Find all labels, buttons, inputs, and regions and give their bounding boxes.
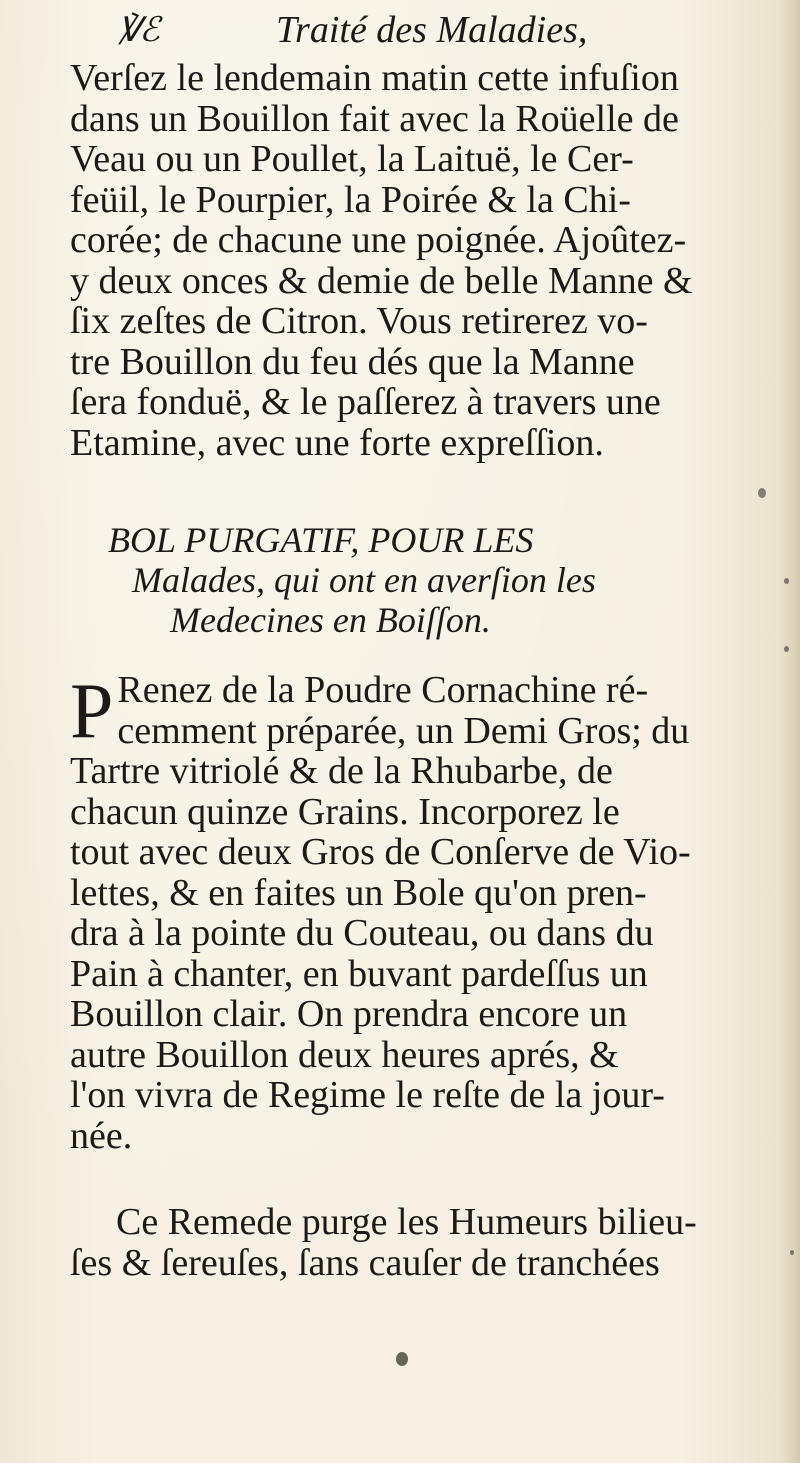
ink-speck [790,1250,794,1255]
text-line: Renez de la Poudre Cornachine ré- [117,669,649,711]
intro-paragraph [70,58,770,463]
title-line: BOL PURGATIF, POUR LES [108,520,534,560]
text-line: cemment préparée, un Demi Gros; du [117,709,690,752]
closing-paragraph [70,1202,770,1283]
title-line: Medecines en Boiſſon. [170,600,491,640]
ink-speck [784,646,789,652]
text-line: Verſez le lendemain matin cette infuſion [70,57,679,99]
text-line: tre Bouillon du feu dés que la Manne [70,340,635,383]
text-line: Tartre vitriolé & de la Rhubarbe, de [70,750,613,792]
title-line: Malades, qui ont en averſion les [132,560,596,600]
ink-speck [758,488,766,498]
text-line: née. [70,1114,133,1157]
text-line: Ce Remede purge les Humeurs bilieu- [116,1201,697,1243]
text-line: ſes & ſereuſes, ſans cauſer de tranchées [70,1241,660,1284]
text-line: dra à la pointe du Couteau, ou dans du [70,912,654,954]
text-line: Bouillon clair. On prendra encore un [70,993,628,1035]
text-line: chacun quinze Grains. Incorporez le [70,790,620,833]
ink-speck [784,578,789,584]
text-line: y deux onces & demie de belle Manne & [70,259,693,302]
page-edge-shadow [778,0,800,1463]
text-line: Veau ou un Poullet, la Laituë, le Cer- [70,138,634,180]
header-ornament: ℣ℰ [118,12,158,49]
text-line: Etamine, avec une forte expreſſion. [70,421,604,464]
text-line: l'on vivra de Regime le reſte de la jour- [70,1074,665,1116]
recipe-paragraph [70,667,770,1157]
section-title [108,520,748,640]
text-line: feüil, le Pourpier, la Poirée & la Chi- [70,178,631,221]
text-line: Pain à chanter, en buvant pardeſſus un [70,952,648,995]
text-line: ſera fonduë, & le paſſerez à travers une [70,381,661,423]
text-line: corée; de chacune une poignée. Ajoûtez- [70,219,687,261]
text-line: autre Bouillon deux heures aprés, & [70,1033,619,1076]
text-line: ſix zeſtes de Citron. Vous retirerez vo- [70,300,648,342]
running-head: Traité des Maladies, [276,9,588,51]
ink-blot-mark [396,1352,408,1366]
text-line: lettes, & en faites un Bole qu'on pren- [70,871,647,914]
text-line: dans un Bouillon fait avec la Roüelle de [70,97,679,140]
text-line: tout avec deux Gros de Conſerve de Vio- [70,831,691,873]
drop-cap: P [70,667,114,754]
